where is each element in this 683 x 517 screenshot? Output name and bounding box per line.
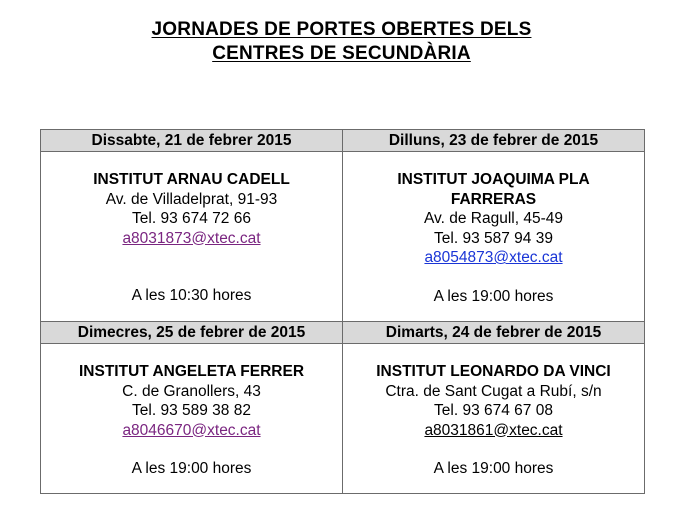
school-name-line-2: FARRERAS (450, 190, 537, 208)
school-card-joaquima-pla (343, 152, 644, 322)
title-line-2: CENTRES DE SECUNDÀRIA (212, 43, 471, 64)
schools-table (40, 129, 645, 494)
school-phone: Tel. 93 674 67 08 (434, 402, 553, 419)
school-phone: Tel. 93 587 94 39 (434, 229, 553, 247)
school-email-link[interactable]: a8046670@xtec.cat (122, 421, 261, 439)
school-email-link[interactable]: a8031873@xtec.cat (122, 229, 261, 247)
title-line-1: JORNADES DE PORTES OBERTES DELS (151, 19, 532, 40)
school-phone: Tel. 93 589 38 82 (132, 402, 251, 419)
date-header-angeleta-ferrer: Dimecres, 25 de febrer de 2015 (41, 322, 343, 344)
school-address: Ctra. de Sant Cugat a Rubí, s/n (385, 382, 602, 400)
school-card-leonardo-da-vinci (343, 344, 644, 493)
school-address: Av. de Ragull, 45-49 (423, 210, 563, 227)
school-address: C. de Granollers, 43 (122, 382, 261, 400)
school-address: Av. de Villadelprat, 91-93 (105, 190, 278, 208)
date-header-leonardo-da-vinci: Dimarts, 24 de febrer de 2015 (343, 322, 644, 344)
school-name: INSTITUT ARNAU CADELL (93, 171, 290, 188)
school-name-line-1: INSTITUT JOAQUIMA PLA (397, 171, 590, 188)
date-header-joaquima-pla: Dilluns, 23 de febrer de 2015 (343, 130, 644, 152)
school-phone: Tel. 93 674 72 66 (132, 210, 251, 227)
school-card-angeleta-ferrer (41, 344, 343, 493)
school-hours: A les 19:00 hores (433, 460, 554, 477)
school-hours: A les 19:00 hores (131, 460, 252, 477)
page-title (0, 18, 683, 66)
school-hours: A les 19:00 hores (433, 287, 554, 305)
school-email-link[interactable]: a8054873@xtec.cat (424, 249, 563, 266)
date-header-arnau-cadell: Dissabte, 21 de febrer 2015 (41, 130, 343, 152)
school-email-link[interactable]: a8031861@xtec.cat (424, 421, 563, 439)
school-name: INSTITUT LEONARDO DA VINCI (376, 363, 611, 380)
school-hours: A les 10:30 hores (131, 287, 252, 304)
school-name: INSTITUT ANGELETA FERRER (78, 363, 305, 380)
school-card-arnau-cadell (41, 152, 343, 322)
